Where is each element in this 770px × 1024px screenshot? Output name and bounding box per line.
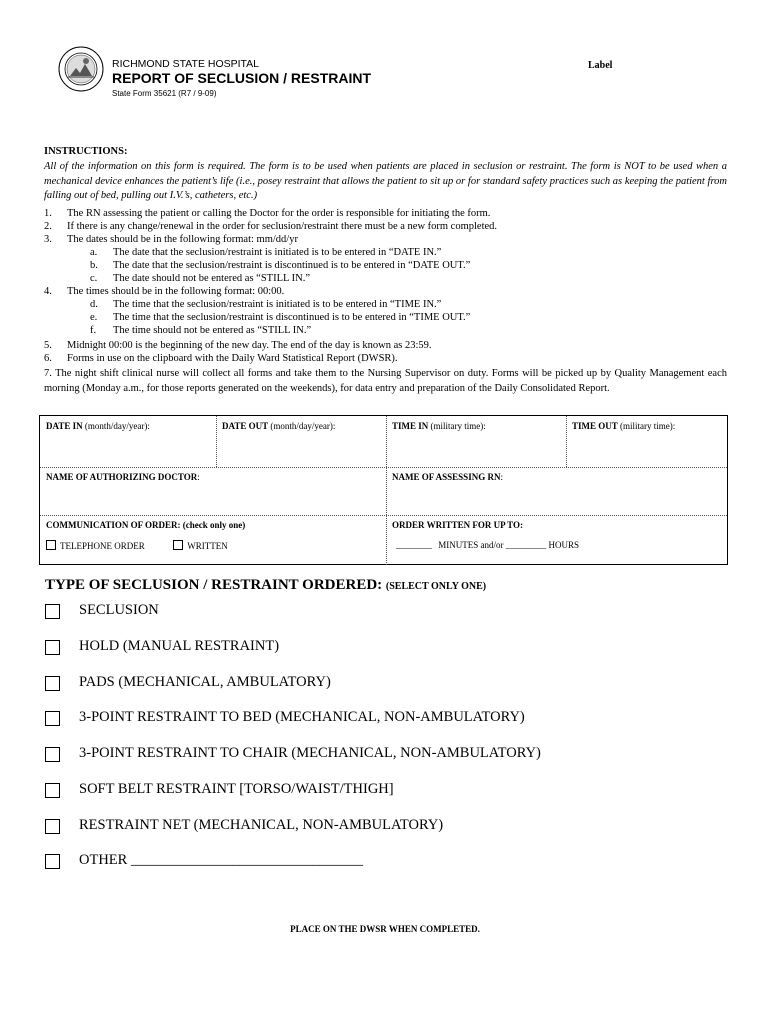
entry-table bbox=[39, 415, 728, 565]
instructions-heading: INSTRUCTIONS: bbox=[44, 146, 128, 157]
label-area: Label bbox=[588, 60, 613, 71]
list-item-number: 6. bbox=[44, 353, 52, 364]
soft-belt-checkbox[interactable] bbox=[45, 783, 60, 798]
list-item-number: 3. bbox=[44, 234, 52, 245]
list-item: The dates should be in the following format: mm/dd/yr bbox=[67, 234, 298, 245]
communication-section bbox=[40, 515, 386, 565]
select-note: (SELECT ONLY ONE) bbox=[385, 581, 487, 592]
list-subitem-letter: f. bbox=[90, 325, 97, 336]
list-subitem-letter: e. bbox=[90, 312, 98, 323]
pads-checkbox[interactable] bbox=[45, 676, 60, 691]
date-out-format: (month/day/year): bbox=[268, 421, 336, 431]
list-subitem-letter: d. bbox=[90, 299, 98, 310]
list-item-number: 2. bbox=[44, 221, 52, 232]
list-item: If there is any change/renewal in the order for seclusion/restraint there must be a new form completed. bbox=[67, 221, 498, 232]
hours-label: HOURS bbox=[548, 540, 580, 550]
label-colon: : bbox=[500, 472, 503, 482]
communication-label: COMMUNICATION OF ORDER: (check only one) bbox=[46, 520, 246, 530]
minutes-input[interactable]: ________ bbox=[396, 540, 432, 550]
assessing-rn-label: NAME OF ASSESSING RN bbox=[392, 472, 501, 482]
list-item-7: 7. The night shift clinical nurse will collect all forms and take them to the Nursing Supervisor on duty. Forms will be picked up by Quality Management each morning (Monday a.m., for those reports generated on the weekends), for data entry and preparation of the Daily Consolidated Report. bbox=[44, 368, 727, 394]
seclusion-checkbox[interactable] bbox=[45, 604, 60, 619]
date-out-field[interactable] bbox=[216, 416, 386, 467]
other-checkbox[interactable] bbox=[45, 854, 60, 869]
time-out-format: (military time): bbox=[617, 421, 676, 431]
list-item: Midnight 00:00 is the beginning of the new day. The end of the day is known as 23:59. bbox=[67, 340, 432, 351]
instructions-intro: All of the information on this form is required. The form is to be used when patients are placed in seclusion or restraint. The form is NOT to be used when a mechanical device enhances the patient’s life (i.e., posey restraint that allows the patient to sit up or for standard safety practices such as keeping the patient from falling out of bed, pulling out I.V.’s, catheters, etc.) bbox=[44, 161, 727, 201]
type-title-text: TYPE OF SECLUSION / RESTRAINT ORDERED: bbox=[45, 577, 383, 593]
list-subitem: The time that the seclusion/restraint is discontinued is to be entered in “TIME OUT.” bbox=[113, 312, 471, 323]
type-section-title bbox=[45, 577, 486, 594]
written-label: WRITTEN bbox=[187, 541, 228, 551]
written-checkbox[interactable] bbox=[173, 540, 183, 550]
option-restraint-bed: 3-POINT RESTRAINT TO BED (MECHANICAL, NON-AMBULATORY) bbox=[79, 709, 525, 725]
hold-checkbox[interactable] bbox=[45, 640, 60, 655]
date-in-format: (month/day/year): bbox=[82, 421, 150, 431]
time-out-field[interactable] bbox=[566, 416, 727, 467]
list-item-number: 1. bbox=[44, 208, 52, 219]
date-in-field[interactable] bbox=[40, 416, 216, 467]
option-seclusion: SECLUSION bbox=[79, 602, 159, 618]
list-item: The times should be in the following format: 00:00. bbox=[67, 286, 285, 297]
label-colon: : bbox=[197, 472, 200, 482]
list-item-number: 5. bbox=[44, 340, 52, 351]
date-out-label: DATE OUT bbox=[222, 421, 269, 431]
list-subitem-letter: c. bbox=[90, 273, 98, 284]
restraint-net-checkbox[interactable] bbox=[45, 819, 60, 834]
authorizing-doctor-field[interactable] bbox=[40, 467, 386, 515]
option-other[interactable]: OTHER ________________________________ bbox=[79, 852, 363, 868]
order-duration-section bbox=[386, 515, 727, 565]
telephone-order-checkbox[interactable] bbox=[46, 540, 56, 550]
time-out-label: TIME OUT bbox=[572, 421, 618, 431]
list-item-number: 4. bbox=[44, 286, 52, 297]
footer-note: PLACE ON THE DWSR WHEN COMPLETED. bbox=[290, 924, 480, 934]
state-seal-logo bbox=[58, 46, 104, 92]
option-restraint-chair: 3-POINT RESTRAINT TO CHAIR (MECHANICAL, NON-AMBULATORY) bbox=[79, 745, 541, 761]
form-title: REPORT OF SECLUSION / RESTRAINT bbox=[112, 70, 372, 86]
assessing-rn-field[interactable] bbox=[386, 467, 727, 515]
time-in-label: TIME IN bbox=[392, 421, 429, 431]
option-soft-belt: SOFT BELT RESTRAINT [TORSO/WAIST/THIGH] bbox=[79, 781, 394, 797]
time-in-field[interactable] bbox=[386, 416, 566, 467]
order-written-label: ORDER WRITTEN FOR UP TO: bbox=[392, 520, 524, 530]
option-hold: HOLD (MANUAL RESTRAINT) bbox=[79, 638, 280, 654]
list-item: Forms in use on the clipboard with the Daily Ward Statistical Report (DWSR). bbox=[67, 353, 398, 364]
time-in-format: (military time): bbox=[428, 421, 486, 431]
list-item: The RN assessing the patient or calling the Doctor for the order is responsible for initiating the form. bbox=[67, 208, 491, 219]
option-pads: PADS (MECHANICAL, AMBULATORY) bbox=[79, 674, 331, 690]
option-restraint-net: RESTRAINT NET (MECHANICAL, NON-AMBULATORY) bbox=[79, 817, 444, 833]
hours-input[interactable]: _________ bbox=[505, 540, 547, 550]
list-subitem-letter: b. bbox=[90, 260, 98, 271]
telephone-order-label: TELEPHONE ORDER bbox=[60, 541, 145, 551]
authorizing-doctor-label: NAME OF AUTHORIZING DOCTOR bbox=[46, 472, 198, 482]
list-subitem: The date that the seclusion/restraint is discontinued is to be entered in “DATE OUT.” bbox=[113, 260, 471, 271]
list-subitem: The date that the seclusion/restraint is initiated is to be entered in “DATE IN.” bbox=[113, 247, 442, 258]
list-subitem: The date should not be entered as “STILL IN.” bbox=[113, 273, 310, 284]
list-subitem: The time that the seclusion/restraint is initiated is to be entered in “TIME IN.” bbox=[113, 299, 442, 310]
date-in-label: DATE IN bbox=[46, 421, 83, 431]
restraint-chair-checkbox[interactable] bbox=[45, 747, 60, 762]
list-subitem-letter: a. bbox=[90, 247, 98, 258]
state-form-number: State Form 35621 (R7 / 9-09) bbox=[112, 89, 217, 98]
list-subitem: The time should not be entered as “STILL IN.” bbox=[113, 325, 312, 336]
restraint-bed-checkbox[interactable] bbox=[45, 711, 60, 726]
hospital-name: RICHMOND STATE HOSPITAL bbox=[112, 58, 260, 70]
minutes-label: MINUTES and/or bbox=[438, 540, 504, 550]
